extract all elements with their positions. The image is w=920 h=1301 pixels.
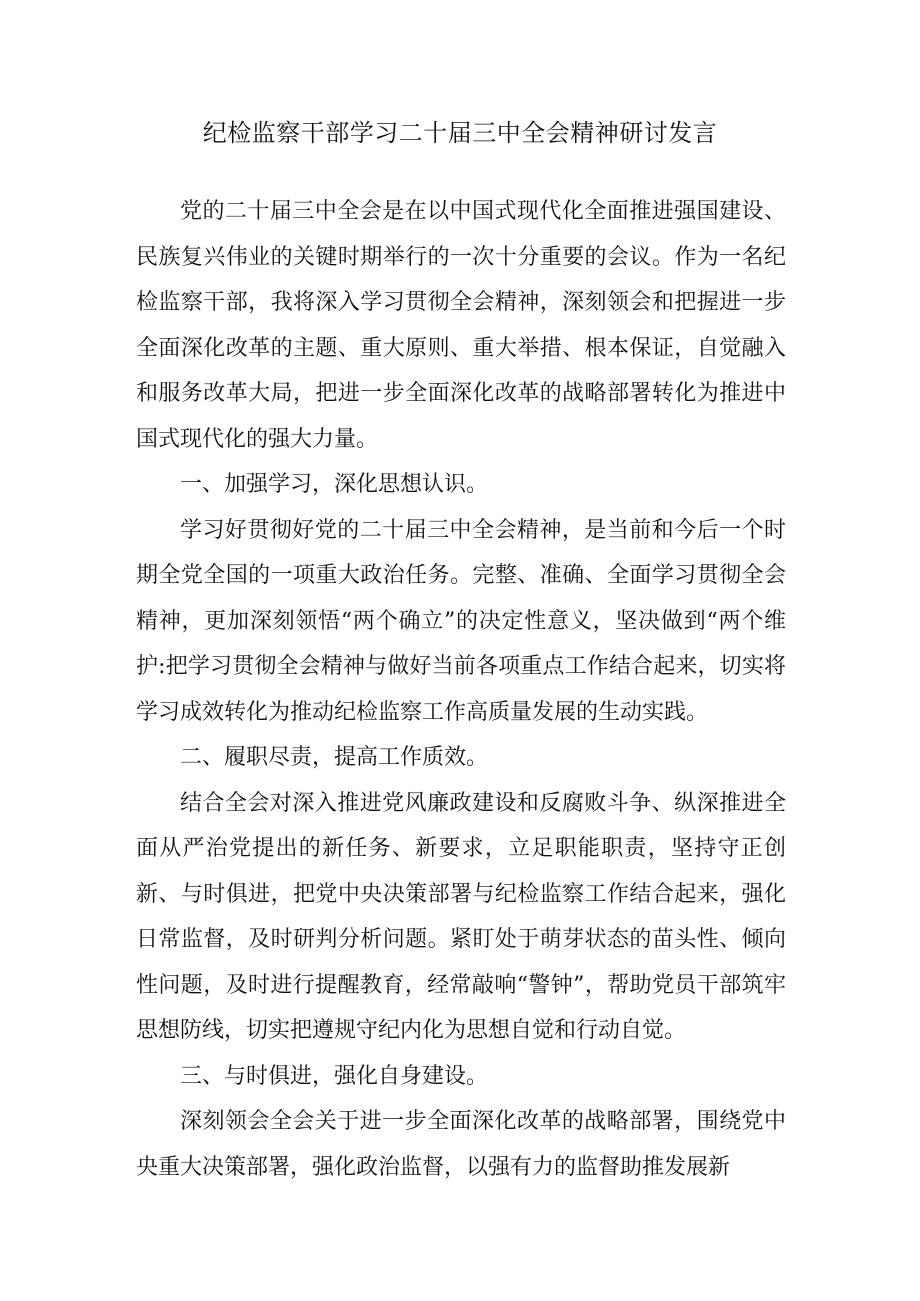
section-paragraph-2: 结合全会对深入推进党风廉政建设和反腐败斗争、纵深推进全面从严治党提出的新任务、新要求，立足职能职责，坚持守正创新、与时俱进，把党中央决策部署与纪检监察工作结合起来，强化日常监督，及时研判分析问题。紧盯处于萌芽状态的苗头性、倾向性问题，及时进行提醒教育，经常敲响“警钟”，帮助党员干部筑牢思想防线，切实把遵规守纪内化为思想自觉和行动自觉。: [136, 790, 786, 1043]
document-body: [136, 189, 786, 1190]
section-heading-3: 三、与时俱进，强化自身建设。: [180, 1063, 489, 1089]
intro-paragraph: 党的二十届三中全会是在以中国式现代化全面推进强国建设、民族复兴伟业的关键时期举行的一次十分重要的会议。作为一名纪检监察干部，我将深入学习贯彻全会精神，深刻领会和把握进一步全面深化改革的主题、重大原则、重大举措、根本保证，自觉融入和服务改革大局，把进一步全面深化改革的战略部署转化为推进中国式现代化的强大力量。: [136, 199, 786, 452]
section-heading-1: 一、加强学习，深化思想认识。: [180, 472, 489, 497]
section-paragraph-1: 学习好贯彻好党的二十届三中全会精神，是当前和今后一个时期全党全国的一项重大政治任务。完整、准确、全面学习贯彻全会精神，更加深刻领悟“两个确立”的决定性意义，坚决做到“两个维护:把学习贯彻全会精神与做好当前各项重点工作结合起来，切实将学习成效转化为推动纪检监察工作高质量发展的生动实践。: [136, 517, 786, 725]
section-heading-2: 二、履职尽责，提高工作质效。: [180, 745, 489, 770]
document-title: 纪检监察干部学习二十届三中全会精神研讨发言: [202, 119, 718, 147]
section-paragraph-3: 深刻领会全会关于进一步全面深化改革的战略部署，围绕党中央重大决策部署，强化政治监督，以强有力的监督助推发展新: [136, 1109, 786, 1180]
